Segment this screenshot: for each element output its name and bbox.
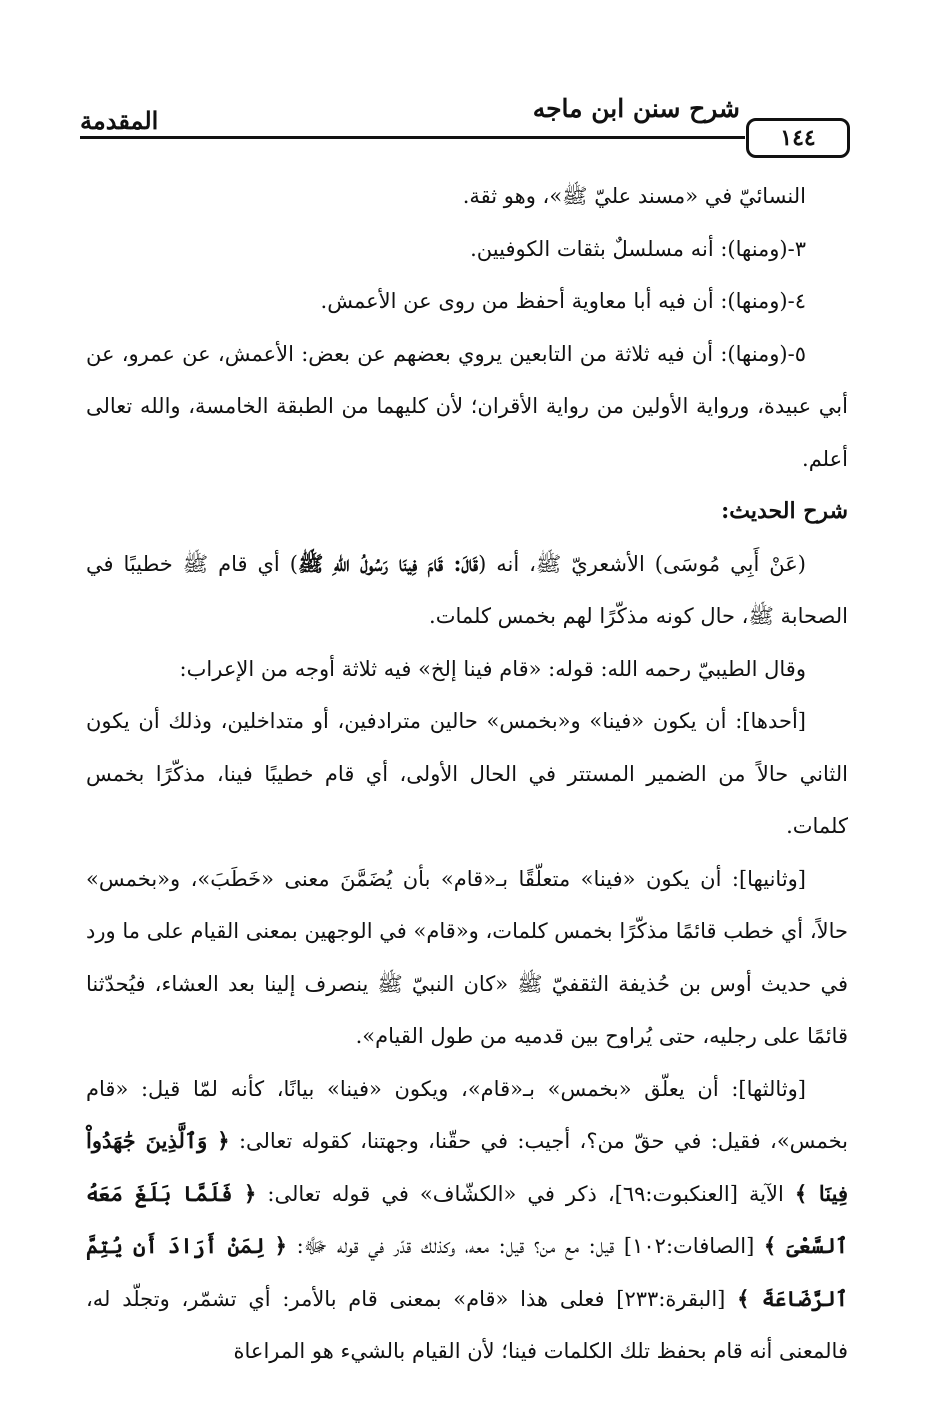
quran-verse-1: ﴿ وَٱلَّذِينَ جَٰهَدُواْ فِينَا ﴾ [86,1128,848,1206]
quran-verse-2: ﴿ فَلَمَّا بَلَغَ مَعَهُ ٱلسَّعْىَ ﴾ [86,1180,848,1258]
paragraph-9-part-a: [وثالثها]: أن يعلّق «بخمس» بـ«قام»، ويكون «فينا» بيانًا، كأنه لمّا قيل: «قام بخمس»، فقيل: في حقّ من؟، أجيب: في حقّنا، وجهتنا، كقوله تعالى: [86,1076,848,1153]
paragraph-9-part-b: الآية [العنكبوت:٦٩]، ذكر في «الكشّاف» في قوله تعالى: [256,1181,795,1206]
hadith-text: قَالَ: قَامَ فِينَا رَسُولُ اللهِ ﷺ [297,550,479,576]
paragraph-4: ٥-(ومنها): أن فيه ثلاثة من التابعين يروي بعضهم عن بعض: الأعمش، عن عمرو، عن أبي عبيدة، ورواية الأولين من رواية الأقران؛ لأن كليهما من الطبقة الخامسة، والله تعالى أعلم. [86,341,848,471]
page-body [86,170,848,1378]
paragraph-9 [86,1063,848,1378]
paragraph-1: النسائيّ في «مسند عليّ ﷺ»، وهو ثقة. [462,184,806,208]
section-heading: شرح الحديث: [721,498,848,524]
paragraph-5-part-a: (عَنْ أَبِي مُوسَى) الأشعريّ ﷺ، أنه ( [478,551,806,576]
paragraph-6: وقال الطيبيّ رحمه الله: قوله: «قام فينا إلخ» فيه ثلاثة أوجه من الإعراب: [179,656,806,681]
page-number: ١٤٤ [746,118,850,158]
paragraph-7: [أحدها]: أن يكون «فينا» و«بخمس» حالين مترادفين، أو متداخلين، وذلك أن يكون الثاني حالاً من الضمير المستتر في الحال الأولى، أي قام خطيبًا فينا، مذكّرًا بخمس كلمات. [86,709,848,838]
paragraph-3: ٤-(ومنها): أن فيه أبا معاوية أحفظ من روى عن الأعمش. [320,289,806,313]
paragraph-5-part-c: ) أي قام ﷺ خطيبًا في الصحابة ﷺ، حال كونه مذكّرًا لهم بخمس كلمات. [86,551,848,628]
paragraph-8: [وثانيها]: أن يكون «فينا» متعلّقًا بـ«قام» بأن يُضَمَّنَ معنى «خَطَبَ»، و«بخمس» حالاً، أي خطب قائمًا مذكّرًا بخمس كلمات، و«قام» في الوجهين بمعنى القيام على ما ورد في حديث أوس بن حُذيفة الثقفيّ ﷺ «كان النبيّ ﷺ ينصرف إلينا بعد العشاء، فيُحدّثنا قائمًا على رجليه، حتى يُراوح بين قدميه من طول القيام». [86,866,849,1048]
quran-verse-3: ﴿ لِمَنْ أَرَادَ أَن يُتِمَّ ٱلرَّضَاعَةَ ﴾ [86,1233,848,1311]
book-title: شرح سنن ابن ماجه [532,94,740,123]
page-header [80,92,850,162]
paragraph-5 [86,538,848,643]
header-rule [80,136,745,139]
paragraph-9-part-d: [البقرة:٢٣٣] فعلى هذا «قام» بمعنى قام بالأمر: أي تشمّر، وتجلّد له، فالمعنى أنه قام بحفظ تلك الكلمات فينا؛ لأن القيام بالشيء هو المراعاة [86,1286,848,1363]
paragraph-2: ٣-(ومنها): أنه مسلسلٌ بثقات الكوفيين. [470,236,806,261]
section-title: المقدمة [80,106,159,135]
paragraph-9-part-c: [الصافات:١٠٢] قيل: مع من؟ قيل: معه، وكذلك قدّر في قوله ﷻ: [287,1234,764,1258]
